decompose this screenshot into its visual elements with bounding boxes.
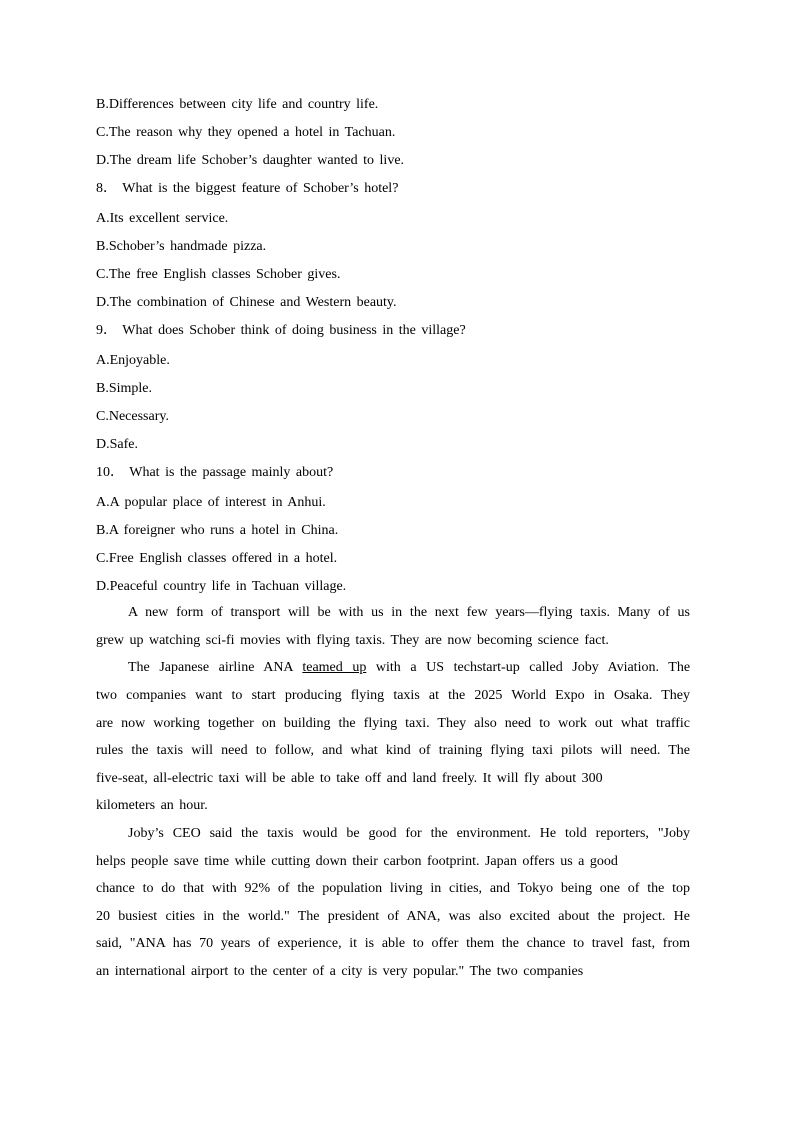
q10-question: 10． What is the passage mainly about? [96,465,334,480]
passage-p2-line: five-seat, all-electric taxi will be able to take off and land freely. It will fly about 300 [96,771,603,786]
passage-p3-line: 20 busiest cities in the world." The president of ANA, was also excited about the project. He [96,909,690,924]
passage-p2-line: rules the taxis will need to follow, and what kind of training flying taxi pilots will need. The [96,743,690,758]
q9-question: 9． What does Schober think of doing business in the village? [96,323,466,338]
q9-option-d: D.Safe. [96,437,138,452]
underlined-phrase: teamed up [302,660,367,675]
q8-question: 8． What is the biggest feature of Schober’s hotel? [96,181,399,196]
passage-p3-line: an international airport to the center of a city is very popular." The two companies [96,964,584,979]
q7-option-b: B.Differences between city life and country life. [96,97,379,112]
passage-p3-line: said, "ANA has 70 years of experience, it is able to offer them the chance to travel fast, from [96,936,690,951]
passage-p3-line: helps people save time while cutting down their carbon footprint. Japan offers us a good [96,854,618,869]
q8-option-a: A.Its excellent service. [96,211,229,226]
passage-p1-line: grew up watching sci-fi movies with flying taxis. They are now becoming science fact. [96,633,609,648]
q8-option-b: B.Schober’s handmade pizza. [96,239,267,254]
q10-option-d: D.Peaceful country life in Tachuan village. [96,579,347,594]
passage-p2-line: two companies want to start producing flying taxis at the 2025 World Expo in Osaka. They [96,688,690,703]
passage-p1-line: A new form of transport will be with us in the next few years—flying taxis. Many of us [128,605,690,620]
q10-option-b: B.A foreigner who runs a hotel in China. [96,523,339,538]
q10-option-c: C.Free English classes offered in a hotel. [96,551,338,566]
q9-option-b: B.Simple. [96,381,153,396]
passage-p2-line: kilometers an hour. [96,798,208,813]
passage-p2-line: are now working together on building the flying taxi. They also need to work out what traffic [96,716,690,731]
passage-p2-first-line [128,659,690,677]
q9-option-c: C.Necessary. [96,409,169,424]
q7-option-c: C.The reason why they opened a hotel in Tachuan. [96,125,396,140]
p2-text-post: with a US techstart-up called Joby Aviation. The [375,660,691,675]
q7-option-d: D.The dream life Schober’s daughter wanted to live. [96,153,405,168]
passage-p3-line: Joby’s CEO said the taxis would be good for the environment. He told reporters, "Joby [128,826,690,841]
passage-p3-line: chance to do that with 92% of the population living in cities, and Tokyo being one of the top [96,881,690,896]
q8-option-d: D.The combination of Chinese and Western beauty. [96,295,397,310]
q8-option-c: C.The free English classes Schober gives. [96,267,341,282]
q10-option-a: A.A popular place of interest in Anhui. [96,495,326,510]
p2-text-pre: The Japanese airline ANA [128,660,293,675]
q9-option-a: A.Enjoyable. [96,353,170,368]
